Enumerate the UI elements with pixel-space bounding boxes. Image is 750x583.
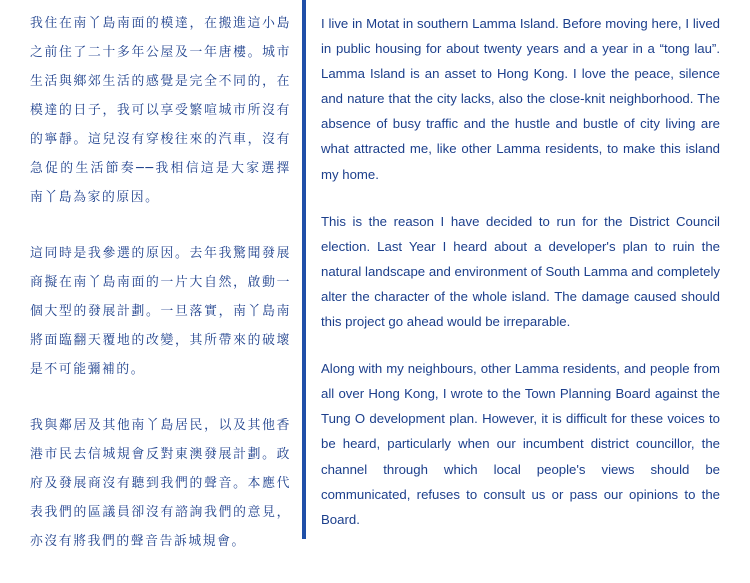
- chinese-paragraph-2: 這同時是我參選的原因。去年我驚聞發展商擬在南丫島南面的一片大自然，啟動一個大型的發展計劃。一旦落實，南丫島南將面臨翻天覆地的改變，其所帶來的破壞是不可能彌補的。: [30, 246, 291, 377]
- chinese-text-column: [30, 9, 291, 583]
- english-paragraph-1: I live in Motat in southern Lamma Island. Before moving here, I lived in public housing for about twenty years and a year in a “tong lau”. Lamma Island is an asset to Hong Kong. I love the peace, silence and nature that the city lacks, also the close-knit neighborhood. The absence of busy traffic and the hustle and bustle of city living are what attracted me, like other Lamma residents, to make this island my home.: [321, 16, 720, 182]
- english-paragraph-3: Along with my neighbours, other Lamma residents, and people from all over Hong Kong, I wrote to the Town Planning Board against the Tung O development plan. However, it is difficult for these voices to be heard, particularly when our incumbent district councillor, the channel through which local people's views should be communicated, refuses to consult us or pass our opinions to the Board.: [321, 361, 720, 527]
- english-text-column: [321, 11, 720, 554]
- chinese-paragraph-3: 我與鄰居及其他南丫島居民，以及其他香港市民去信城規會反對東澳發展計劃。政府及發展商沒有聽到我們的聲音。本應代表我們的區議員卻沒有諮詢我們的意見，亦沒有將我們的聲音告訴城規會。: [30, 418, 291, 549]
- chinese-paragraph-1: 我住在南丫島南面的模達，在搬進這小島之前住了二十多年公屋及一年唐樓。城市生活與鄉郊生活的感覺是完全不同的，在模達的日子，我可以享受繁喧城市所沒有的寧靜。這兒沒有穿梭往來的汽車，沒有急促的生活節奏──我相信這是大家選擇南丫島為家的原因。: [30, 16, 291, 205]
- column-divider: [302, 0, 306, 539]
- english-paragraph-2: This is the reason I have decided to run for the District Council election. Last Year I heard about a developer's plan to ruin the natural landscape and environment of South Lamma and completely alter the character of the whole island. The damage caused should this project go ahead would be irreparable.: [321, 213, 720, 330]
